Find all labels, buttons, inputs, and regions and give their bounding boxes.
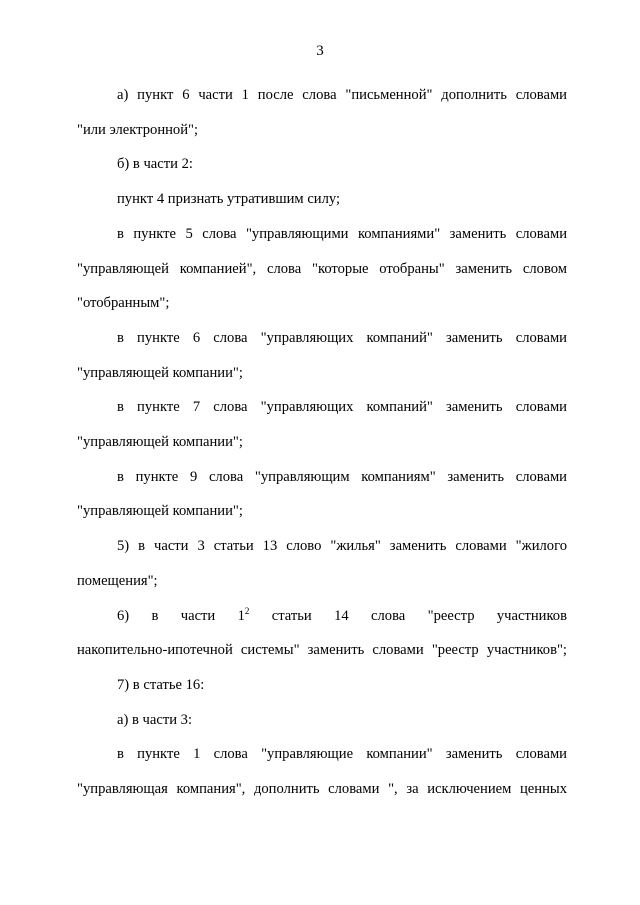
text-line-main: "управляющей компании"; — [77, 434, 243, 451]
text-line — [77, 494, 567, 529]
text-line-main: в пункте 9 слова "управляющим компаниям" заменить словами — [117, 468, 567, 485]
text-line — [77, 356, 567, 391]
text-line — [77, 78, 567, 113]
text-line — [77, 390, 567, 425]
text-line — [77, 529, 567, 564]
text-line — [77, 147, 567, 182]
text-line-main: "или электронной"; — [77, 121, 199, 138]
text-line — [77, 633, 567, 668]
text-line-main: "отобранным"; — [77, 295, 170, 312]
text-line — [77, 182, 567, 217]
text-line — [77, 217, 567, 252]
text-line — [77, 425, 567, 460]
document-body — [77, 78, 567, 807]
text-line-main: а) в части 3: — [117, 711, 193, 728]
text-line-main: в пункте 1 слова "управляющие компании" заменить словами — [117, 746, 567, 763]
text-line-main: в пункте 5 слова "управляющими компаниями" заменить словами — [117, 225, 567, 242]
text-line-main: б) в части 2: — [117, 156, 193, 173]
text-line-main: помещения"; — [77, 572, 158, 589]
superscript: 2 — [244, 605, 250, 616]
text-line-main: "управляющей компанией", слова "которые отобраны" заменить словом — [77, 260, 567, 277]
text-line-main: "управляющая компания", дополнить словами ", за исключением ценных — [77, 781, 567, 798]
text-line — [77, 113, 567, 148]
text-line-main: пункт 4 признать утратившим силу; — [117, 191, 341, 208]
text-line-main: в пункте 6 слова "управляющих компаний" заменить словами — [117, 329, 567, 346]
text-line-main: 5) в части 3 статьи 13 слово "жилья" заменить словами "жилого — [117, 538, 567, 555]
text-line — [77, 772, 567, 807]
text-line — [77, 564, 567, 599]
text-line-main: а) пункт 6 части 1 после слова "письменной" дополнить словами — [117, 87, 567, 103]
text-line — [77, 737, 567, 772]
text-line-main: "управляющей компании"; — [77, 364, 243, 381]
text-line-main: в пункте 7 слова "управляющих компаний" заменить словами — [117, 399, 567, 416]
text-line-main: "управляющей компании"; — [77, 503, 243, 520]
text-line — [77, 599, 567, 634]
text-line-rest: статьи 14 слова "реестр участников — [249, 607, 567, 624]
text-line — [77, 252, 567, 287]
text-line — [77, 286, 567, 321]
text-line — [77, 703, 567, 738]
text-line — [77, 460, 567, 495]
text-line-main: 6) в части 1 — [117, 607, 245, 624]
text-line — [77, 321, 567, 356]
page-number: 3 — [316, 43, 324, 59]
text-line-main: 7) в статье 16: — [117, 676, 205, 693]
text-line-main: накопительно-ипотечной системы" заменить словами "реестр участников"; — [77, 642, 567, 659]
text-line — [77, 668, 567, 703]
